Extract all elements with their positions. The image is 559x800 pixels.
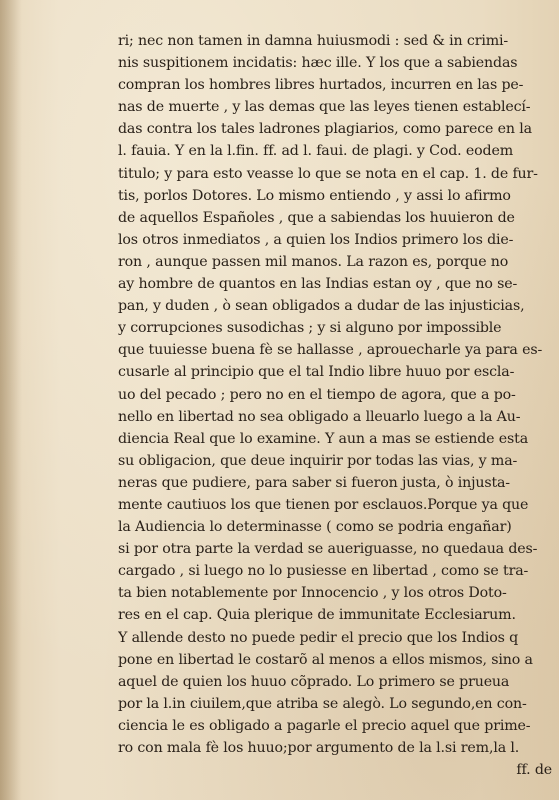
text-line: res en el cap. Quia plerique de immunitate Ecclesiarum. (118, 607, 516, 624)
catchword: ff. de (516, 762, 552, 779)
text-line: pan, y duden , ò sean obligados a dudar de las injusticias, (118, 298, 525, 315)
text-line: titulo; y para esto veasse lo que se nota en el cap. 1. de fur- (118, 165, 538, 182)
text-line: nas de muerte , y las demas que las leyes tienen establecí- (118, 99, 531, 116)
text-line: y corrupciones susodichas ; y si alguno por impossible (118, 320, 502, 337)
text-line: Y allende desto no puede pedir el precio que los Indios q (118, 629, 519, 646)
text-line: ron , aunque passen mil manos. La razon es, porque no (118, 253, 509, 270)
text-line: si por otra parte la verdad se aueriguasse, no quedaua des- (118, 541, 538, 558)
text-line: nis suspitionem incidatis: hæc ille. Y los que a sabiendas (118, 55, 518, 72)
text-line: de aquellos Españoles , que a sabiendas los huuieron de (118, 209, 515, 226)
text-line: por la l.in ciuilem,que atriba se alegò. Lo segundo,en con- (118, 695, 527, 712)
text-line: nello en libertad no sea obligado a lleuarlo luego a la Au- (118, 408, 521, 425)
binding-shadow (0, 0, 22, 800)
text-line: cargado , si luego no lo pusiesse en libertad , como se tra- (118, 563, 529, 580)
text-line: l. fauia. Y en la l.fin. ff. ad l. faui. de plagi. y Cod. eodem (118, 143, 514, 160)
text-line: ciencia le es obligado a pagarle el precio aquel que prime- (118, 717, 531, 734)
text-line: cusarle al principio que el tal Indio libre huuo por escla- (118, 364, 515, 381)
text-line: das contra los tales ladrones plagiarios, como parece en la (118, 121, 532, 138)
text-line: ri; nec non tamen in damna huiusmodi : sed & in crimi- (118, 33, 509, 49)
text-line: neras que pudiere, para saber si fueron justa, ò injusta- (118, 474, 510, 491)
text-line: aquel de quien los huuo cõprado. Lo primero se prueua (118, 673, 510, 690)
text-line: ro con mala fè los huuo;por argumento de la l.si rem,la l. (118, 740, 520, 756)
text-line: su obligacion, que deue inquirir por todas las vias, y ma- (118, 452, 518, 469)
text-line: compran los hombres libres hurtados, incurren en las pe- (118, 77, 524, 94)
text-line: mente cautiuos los que tienen por esclauos.Porque ya que (118, 496, 529, 513)
text-line: los otros inmediatos , a quien los Indios primero los die- (118, 231, 514, 248)
text-line: uo del pecado ; pero no en el tiempo de agora, que a po- (118, 386, 516, 403)
text-line: que tuuiesse buena fè se hallasse , aprouecharle ya para es- (118, 342, 543, 359)
text-line: tis, porlos Dotores. Lo mismo entiendo , y assi lo afirmo (118, 187, 511, 204)
text-line: la Audiencia lo determinasse ( como se podria engañar) (118, 519, 512, 536)
body-text (118, 30, 554, 781)
text-line: ay hombre de quantos en las Indias estan oy , que no se- (118, 276, 518, 293)
text-line: pone en libertad le costarõ al menos a ellos mismos, sino a (118, 651, 533, 668)
text-line: diencia Real que lo examine. Y aun a mas se estiende esta (118, 430, 529, 447)
text-line: ta bien notablemente por Innocencio , y los otros Doto- (118, 585, 507, 602)
